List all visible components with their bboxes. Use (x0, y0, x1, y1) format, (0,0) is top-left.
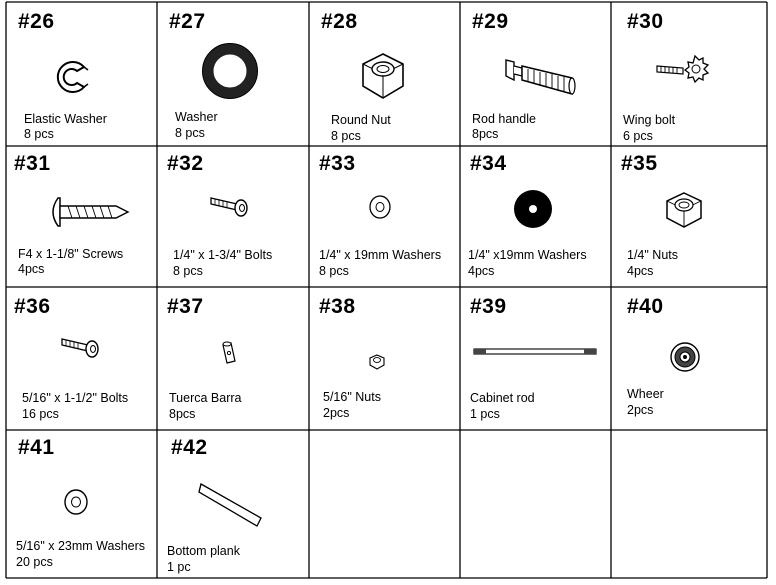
part-name: Wing bolt (623, 113, 676, 127)
wing-bolt-icon (653, 50, 713, 90)
part-cell-38 (309, 287, 460, 430)
part-name: Bottom plank (167, 544, 240, 558)
part-number: #28 (321, 10, 358, 33)
part-cell-40 (611, 287, 767, 430)
part-cell-39 (460, 287, 611, 430)
part-name: 1/4" Nuts (627, 248, 678, 262)
part-quantity: 8 pcs (173, 264, 203, 278)
round-nut-icon (355, 50, 411, 104)
bottom-plank-icon (197, 478, 267, 530)
part-quantity: 8 pcs (175, 126, 205, 140)
part-number: #31 (14, 152, 51, 175)
part-quantity: 2pcs (323, 406, 350, 420)
part-cell-26 (6, 2, 157, 146)
part-cell-36 (6, 287, 157, 430)
part-number: #35 (621, 152, 658, 175)
part-name: 5/16" Nuts (323, 390, 381, 404)
part-number: #39 (470, 295, 507, 318)
washer-icon (201, 42, 259, 100)
part-cell-42 (157, 430, 309, 578)
part-name: Washer (175, 110, 218, 124)
part-quantity: 1 pcs (470, 407, 500, 421)
part-number: #30 (627, 10, 664, 33)
part-number: #38 (319, 295, 356, 318)
bolt-icon (58, 333, 102, 359)
part-number: #26 (18, 10, 55, 33)
small-washer-icon (367, 194, 393, 220)
part-number: #29 (472, 10, 509, 33)
part-name: 1/4" x 1-3/4" Bolts (173, 248, 273, 262)
part-name: 5/16" x 1-1/2" Bolts (22, 391, 129, 405)
part-quantity: 20 pcs (16, 555, 53, 569)
bolt-icon (207, 192, 251, 218)
part-cell-29 (460, 2, 611, 146)
small-nut-icon (367, 353, 387, 371)
part-number: #36 (14, 295, 51, 318)
part-number: #32 (167, 152, 204, 175)
part-number: #37 (167, 295, 204, 318)
barrel-nut-icon (217, 339, 241, 369)
part-cell-31 (6, 146, 157, 287)
black-washer-icon (512, 188, 554, 230)
part-cell-41 (6, 430, 157, 578)
part-name: Rod handle (472, 112, 536, 126)
part-name: Tuerca Barra (169, 391, 242, 405)
part-quantity: 1 pc (167, 560, 191, 574)
part-number: #42 (171, 436, 208, 459)
part-cell-28 (309, 2, 460, 146)
part-number: #40 (627, 295, 664, 318)
part-cell-34 (460, 146, 611, 287)
part-quantity: 8 pcs (319, 264, 349, 278)
part-cell-37 (157, 287, 309, 430)
part-cell-33 (309, 146, 460, 287)
part-quantity: 4pcs (627, 264, 654, 278)
part-quantity: 8 pcs (24, 127, 54, 141)
screw-icon (46, 194, 132, 230)
part-name: 5/16" x 23mm Washers (16, 539, 146, 553)
part-name: F4 x 1-1/8" Screws (18, 247, 124, 261)
part-quantity: 4pcs (468, 264, 495, 278)
part-cell-35 (611, 146, 767, 287)
part-quantity: 16 pcs (22, 407, 59, 421)
part-cell-27 (157, 2, 309, 146)
washer-23mm-icon (62, 488, 90, 516)
part-cell-32 (157, 146, 309, 287)
part-number: #27 (169, 10, 206, 33)
wheel-icon (667, 339, 703, 375)
elastic-washer-icon (46, 52, 96, 102)
part-quantity: 6 pcs (623, 129, 653, 143)
part-number: #33 (319, 152, 356, 175)
part-name: Round Nut (331, 113, 391, 127)
part-quantity: 4pcs (18, 262, 45, 276)
part-name: Elastic Washer (24, 112, 107, 126)
part-name: Wheer (627, 387, 664, 401)
rod-handle-icon (500, 52, 580, 102)
part-quantity: 2pcs (627, 403, 654, 417)
part-name: 1/4" x19mm Washers (468, 248, 587, 262)
part-quantity: 8 pcs (331, 129, 361, 143)
part-number: #41 (18, 436, 55, 459)
part-quantity: 8pcs (169, 407, 196, 421)
nut-icon (661, 190, 707, 230)
part-number: #34 (470, 152, 507, 175)
part-quantity: 8pcs (472, 127, 499, 141)
part-cell-30 (611, 2, 767, 146)
part-name: Cabinet rod (470, 391, 535, 405)
part-name: 1/4" x 19mm Washers (319, 248, 442, 262)
cabinet-rod-icon (470, 345, 600, 359)
